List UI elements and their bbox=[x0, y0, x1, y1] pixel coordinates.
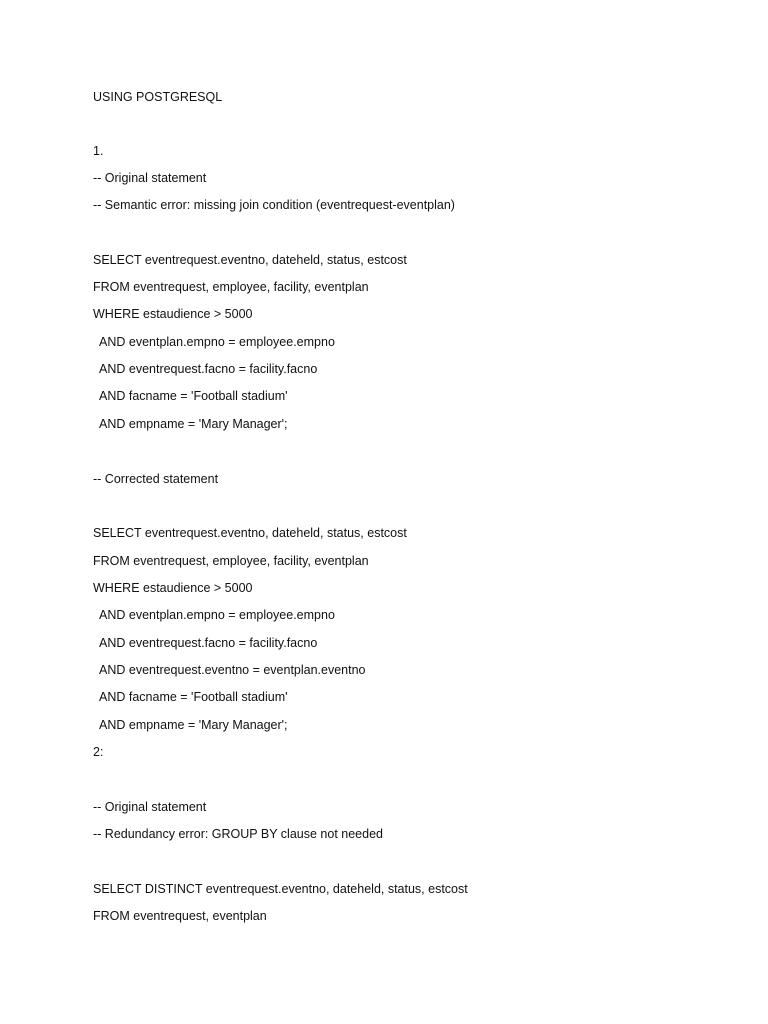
section-2-error-comment: -- Redundancy error: GROUP BY clause not needed bbox=[93, 827, 383, 841]
section-1-error-comment: -- Semantic error: missing join condition (eventrequest-eventplan) bbox=[93, 198, 455, 212]
sql-line: AND facname = 'Football stadium' bbox=[99, 389, 288, 403]
sql-line: FROM eventrequest, employee, facility, eventplan bbox=[93, 554, 369, 568]
sql-line: AND eventrequest.facno = facility.facno bbox=[99, 362, 318, 376]
section-1-original-comment: -- Original statement bbox=[93, 171, 207, 185]
sql-line: AND empname = 'Mary Manager'; bbox=[99, 718, 288, 732]
sql-line: AND eventplan.empno = employee.empno bbox=[99, 335, 335, 349]
sql-line: AND eventrequest.eventno = eventplan.eventno bbox=[99, 663, 366, 677]
section-2-original-comment: -- Original statement bbox=[93, 800, 207, 814]
sql-line: FROM eventrequest, employee, facility, eventplan bbox=[93, 280, 369, 294]
sql-line: WHERE estaudience > 5000 bbox=[93, 581, 253, 595]
sql-line: AND eventplan.empno = employee.empno bbox=[99, 608, 335, 622]
sql-line: WHERE estaudience > 5000 bbox=[93, 307, 253, 321]
sql-line: AND facname = 'Football stadium' bbox=[99, 690, 288, 704]
sql-line: AND empname = 'Mary Manager'; bbox=[99, 417, 288, 431]
document-heading: USING POSTGRESQL bbox=[93, 90, 223, 104]
section-1-number: 1. bbox=[93, 144, 104, 158]
sql-line: FROM eventrequest, eventplan bbox=[93, 909, 267, 923]
sql-line: SELECT DISTINCT eventrequest.eventno, dateheld, status, estcost bbox=[93, 882, 468, 896]
sql-line: SELECT eventrequest.eventno, dateheld, status, estcost bbox=[93, 253, 407, 267]
sql-line: SELECT eventrequest.eventno, dateheld, status, estcost bbox=[93, 526, 407, 540]
sql-line: AND eventrequest.facno = facility.facno bbox=[99, 636, 318, 650]
section-2-number: 2: bbox=[93, 745, 104, 759]
section-1-corrected-comment: -- Corrected statement bbox=[93, 472, 219, 486]
